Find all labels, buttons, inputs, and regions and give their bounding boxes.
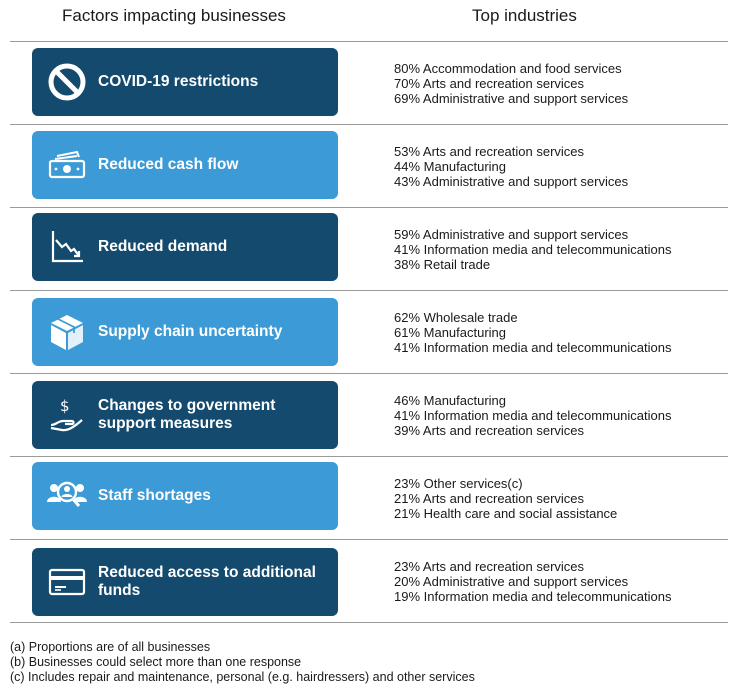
industry-item: 38% Retail trade (394, 257, 491, 272)
industry-list (394, 61, 628, 106)
factor-card-reduced-access-to-funds (32, 548, 338, 616)
industry-list (394, 227, 671, 272)
factor-card-reduced-cash-flow (32, 131, 338, 199)
industry-item: 46% Manufacturing (394, 393, 507, 408)
factor-label: Reduced cash flow (98, 156, 239, 173)
industry-item: 59% Administrative and support services (394, 227, 629, 242)
industry-list (394, 476, 617, 521)
industry-item: 41% Information media and telecommunications (394, 242, 672, 257)
divider (10, 539, 728, 540)
credit-card-icon (36, 548, 98, 616)
industry-list (394, 559, 671, 604)
box-icon (36, 298, 98, 366)
no-entry-icon (36, 48, 98, 116)
industry-list (394, 393, 671, 438)
factor-card-government-support-changes (32, 381, 338, 449)
industry-item: 80% Accommodation and food services (394, 61, 622, 76)
industry-item: 43% Administrative and support services (394, 174, 629, 189)
industry-item: 21% Health care and social assistance (394, 506, 618, 521)
industry-list (394, 310, 671, 355)
declining-chart-icon (36, 213, 98, 281)
industry-item: 62% Wholesale trade (394, 310, 518, 325)
factor-card-supply-chain-uncertainty (32, 298, 338, 366)
footnotes (10, 640, 475, 685)
industry-item: 23% Other services(c) (394, 476, 523, 491)
industry-item: 41% Information media and telecommunications (394, 340, 672, 355)
divider (10, 124, 728, 125)
divider (10, 622, 728, 623)
industry-item: 69% Administrative and support services (394, 91, 629, 106)
footnote: (a) Proportions are of all businesses (10, 640, 211, 654)
factor-card-reduced-demand (32, 213, 338, 281)
divider (10, 290, 728, 291)
factor-label: Changes to government support measures (98, 397, 276, 432)
staff-search-icon (36, 462, 98, 530)
divider (10, 41, 728, 42)
industry-item: 20% Administrative and support services (394, 574, 629, 589)
footnote: (c) Includes repair and maintenance, personal (e.g. hairdressers) and other services (10, 670, 475, 684)
factor-label: COVID-19 restrictions (98, 73, 259, 90)
factor-label: Staff shortages (98, 487, 211, 504)
right-column-header: Top industries (472, 6, 577, 25)
industry-item: 19% Information media and telecommunications (394, 589, 672, 604)
hand-dollar-icon (36, 381, 98, 449)
industry-item: 41% Information media and telecommunications (394, 408, 672, 423)
industry-item: 61% Manufacturing (394, 325, 507, 340)
factor-label: Reduced access to additional funds (98, 564, 316, 599)
factor-card-staff-shortages (32, 462, 338, 530)
divider (10, 373, 728, 374)
industry-item: 23% Arts and recreation services (394, 559, 585, 574)
cash-icon (36, 131, 98, 199)
industry-item: 39% Arts and recreation services (394, 423, 585, 438)
industry-item: 70% Arts and recreation services (394, 76, 585, 91)
left-column-header: Factors impacting businesses (62, 6, 286, 25)
footnote: (b) Businesses could select more than one response (10, 655, 302, 669)
industry-item: 21% Arts and recreation services (394, 491, 585, 506)
factor-label: Supply chain uncertainty (98, 323, 283, 340)
factor-card-covid-restrictions (32, 48, 338, 116)
industry-list (394, 144, 628, 189)
industry-item: 53% Arts and recreation services (394, 144, 585, 159)
industry-item: 44% Manufacturing (394, 159, 507, 174)
factor-label: Reduced demand (98, 238, 228, 255)
divider (10, 456, 728, 457)
divider (10, 207, 728, 208)
svg-text:$: $ (60, 397, 70, 415)
